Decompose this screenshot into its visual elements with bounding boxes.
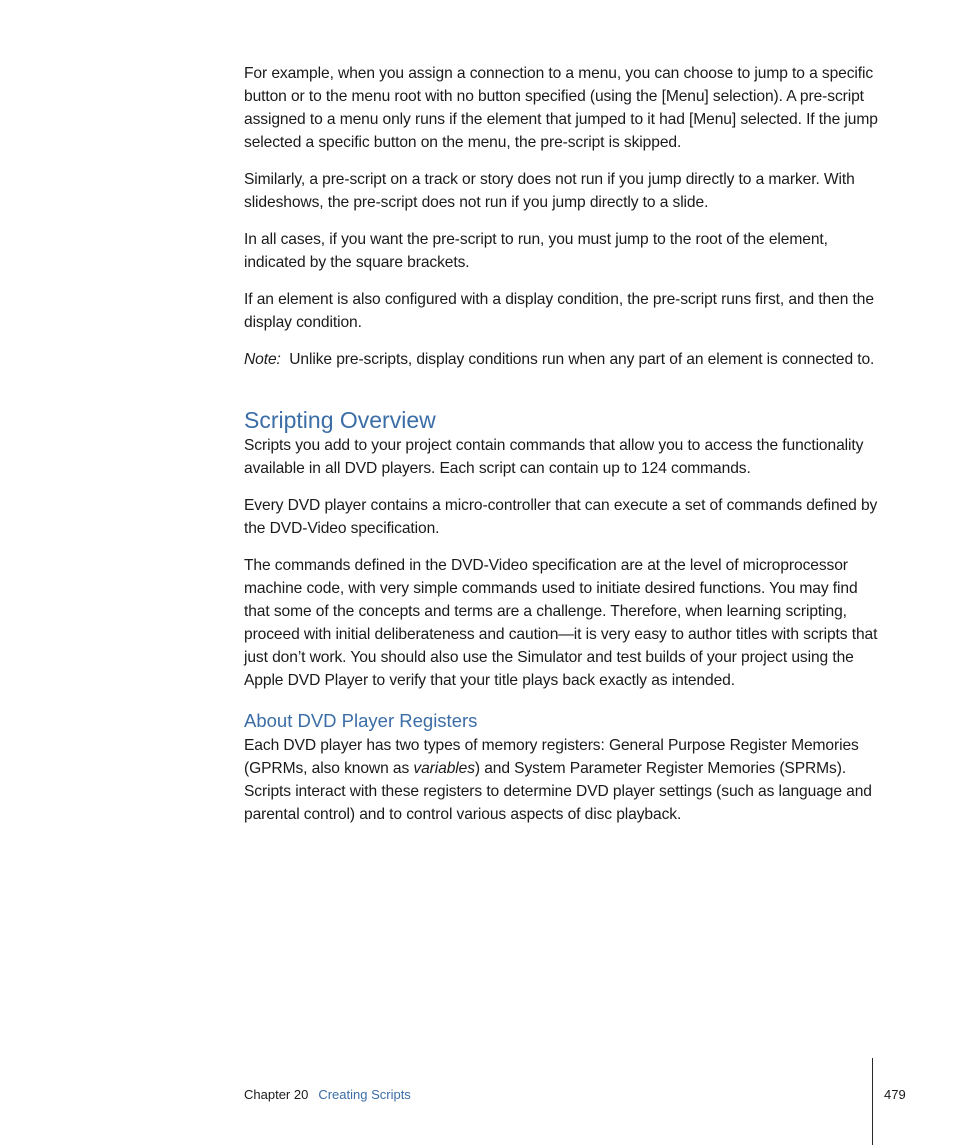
paragraph (244, 734, 880, 826)
note-label: Note: (244, 351, 281, 368)
footer-divider (872, 1058, 873, 1145)
page-number: 479 (884, 1087, 906, 1102)
page-footer (244, 1086, 411, 1104)
paragraph: The commands defined in the DVD-Video specification are at the level of microprocessor machine code, with very simple commands used to initiate desired functions. You may find that some of the concepts and terms are a challenge. Therefore, when learning scripting, proceed with initial deliberateness and caution—it is very easy to author titles with scripts that just don’t work. You should also use the Simulator and test builds of your project using the Apple DVD Player to verify that your title plays back exactly as intended. (244, 557, 878, 689)
paragraph-text: ) and System Parameter Register Memories (SPRMs). Scripts interact with these registers to determine DVD player settings (such as language and parental control) and to control various aspects of disc playback. (244, 760, 872, 823)
paragraph-text: Each DVD player has two types of memory registers: General Purpose Register Memories (GPRMs, also known as (244, 737, 859, 777)
note-text: Unlike pre-scripts, display conditions run when any part of an element is connected to. (289, 351, 875, 368)
italic-term: variables (413, 760, 475, 777)
footer-chapter-title: Creating Scripts (318, 1087, 411, 1102)
paragraph: Scripts you add to your project contain commands that allow you to access the functionality available in all DVD players. Each script can contain up to 124 commands. (244, 437, 864, 477)
paragraph: If an element is also configured with a display condition, the pre-script runs first, and then the display condition. (244, 291, 874, 331)
paragraph: For example, when you assign a connection to a menu, you can choose to jump to a specific button or to the menu root with no button specified (using the [Menu] selection). A pre-script assigned to a menu only runs if the element that jumped to it had [Menu] selected. If the jump selected a specific button on the menu, the pre-script is skipped. (244, 65, 878, 151)
paragraph: Similarly, a pre-script on a track or story does not run if you jump directly to a marker. With slideshows, the pre-script does not run if you jump directly to a slide. (244, 171, 855, 211)
footer-chapter: Chapter 20 (244, 1087, 309, 1102)
section-heading: Scripting Overview (244, 407, 436, 433)
note-paragraph (244, 348, 880, 371)
page-content (244, 62, 880, 840)
paragraph: Every DVD player contains a micro-controller that can execute a set of commands defined by the DVD-Video specification. (244, 497, 878, 537)
paragraph: In all cases, if you want the pre-script to run, you must jump to the root of the element, indicated by the square brackets. (244, 231, 828, 271)
subsection-heading: About DVD Player Registers (244, 710, 478, 731)
